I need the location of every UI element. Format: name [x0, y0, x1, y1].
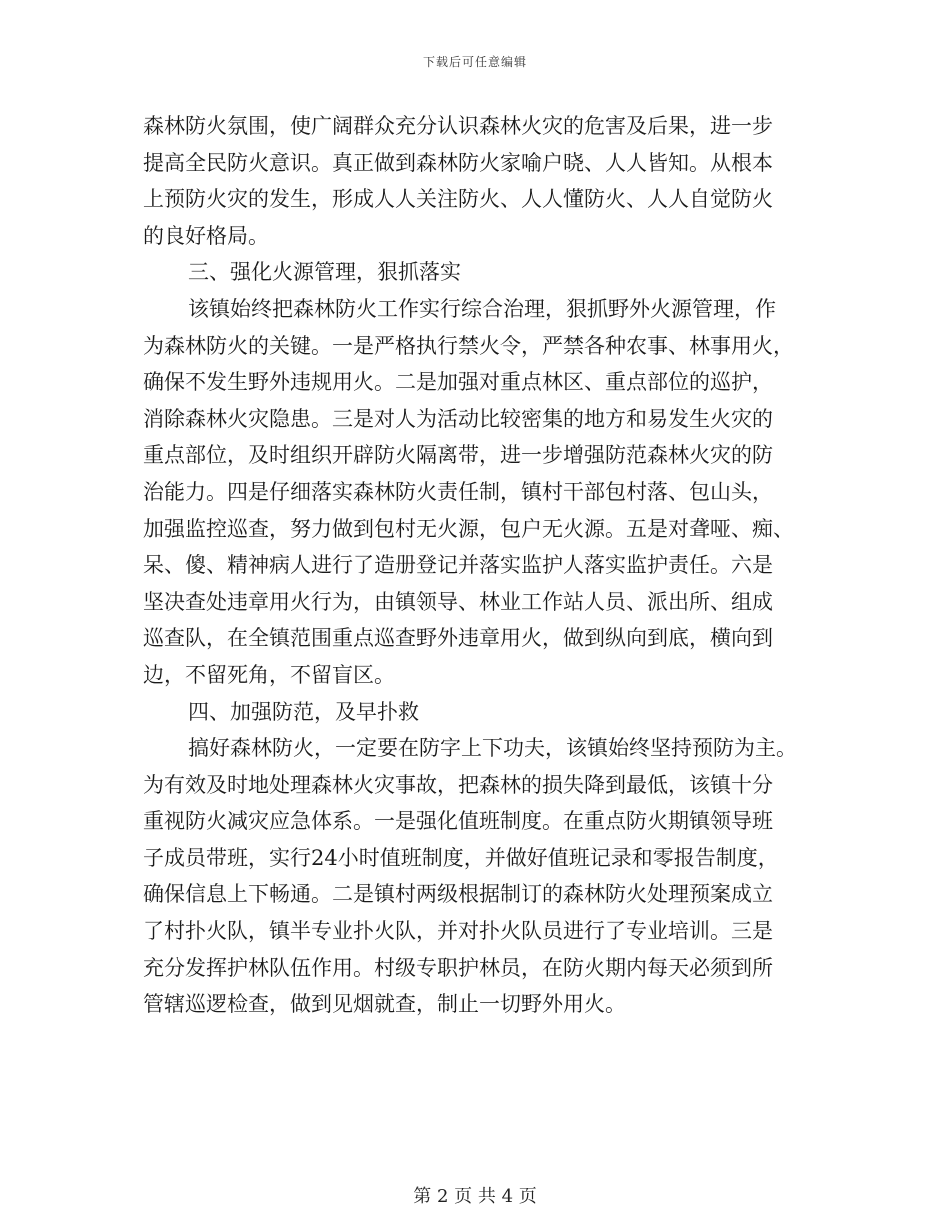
body-line: 坚决查处违章用火行为，由镇领导、林业工作站人员、派出所、组成 — [143, 589, 773, 614]
body-line: 重视防火减灾应急体系。一是强化值班制度。在重点防火期镇领导班 — [143, 809, 773, 834]
body-line: 确保信息上下畅通。二是镇村两级根据制订的森林防火处理预案成立 — [143, 882, 773, 907]
document-body — [143, 108, 843, 1023]
body-line: 森林防火氛围，使广阔群众充分认识森林火灾的危害及后果，进一步 — [143, 114, 773, 138]
body-line: 提高全民防火意识。真正做到森林防火家喻户晓、人人皆知。从根本 — [143, 150, 773, 175]
body-line: 为森林防火的关键。一是严格执行禁火令，严禁各种农事、林事用火， — [143, 333, 794, 358]
body-line: 充分发挥护林队伍作用。村级专职护林员，在防火期内每天必须到所 — [143, 955, 773, 980]
body-line: 边，不留死角，不留盲区。 — [143, 662, 395, 687]
body-line: 呆、傻、精神病人进行了造册登记并落实监护人落实监护责任。六是 — [143, 553, 773, 578]
body-line: 子成员带班，实行24小时值班制度，并做好值班记录和零报告制度， — [143, 845, 779, 870]
body-line: 消除森林火灾隐患。三是对人为活动比较密集的地方和易发生火灾的 — [143, 406, 773, 431]
page-header: 下载后可任意编辑 — [422, 55, 527, 69]
body-line: 了村扑火队，镇半专业扑火队，并对扑火队员进行了专业培训。三是 — [143, 919, 773, 944]
body-line: 管辖巡逻检查，做到见烟就查，制止一切野外用火。 — [143, 992, 626, 1017]
body-line: 巡查队，在全镇范围重点巡查野外违章用火，做到纵向到底，横向到 — [143, 626, 773, 651]
body-line: 加强监控巡查，努力做到包村无火源，包户无火源。五是对聋哑、痴、 — [143, 516, 794, 541]
body-line: 上预防火灾的发生，形成人人关注防火、人人懂防火、人人自觉防火 — [143, 187, 773, 212]
body-line: 重点部位，及时组织开辟防火隔离带，进一步增强防范森林火灾的防 — [143, 443, 773, 468]
section-heading-3: 三、强化火源管理，狠抓落实 — [188, 260, 461, 285]
body-line: 该镇始终把森林防火工作实行综合治理，狠抓野外火源管理，作 — [188, 296, 776, 321]
body-line: 确保不发生野外违规用火。二是加强对重点林区、重点部位的巡护， — [143, 370, 773, 395]
body-line: 的良好格局。 — [143, 223, 269, 248]
page-number-footer: 第 2 页 共 4 页 — [413, 1186, 537, 1207]
section-heading-4: 四、加强防范，及早扑救 — [188, 699, 419, 724]
body-line: 搞好森林防火，一定要在防字上下功夫，该镇始终坚持预防为主。 — [188, 736, 797, 761]
body-line: 治能力。四是仔细落实森林防火责任制，镇村干部包村落、包山头， — [143, 479, 773, 504]
body-line: 为有效及时地处理森林火灾事故，把森林的损失降到最低，该镇十分 — [143, 772, 773, 797]
